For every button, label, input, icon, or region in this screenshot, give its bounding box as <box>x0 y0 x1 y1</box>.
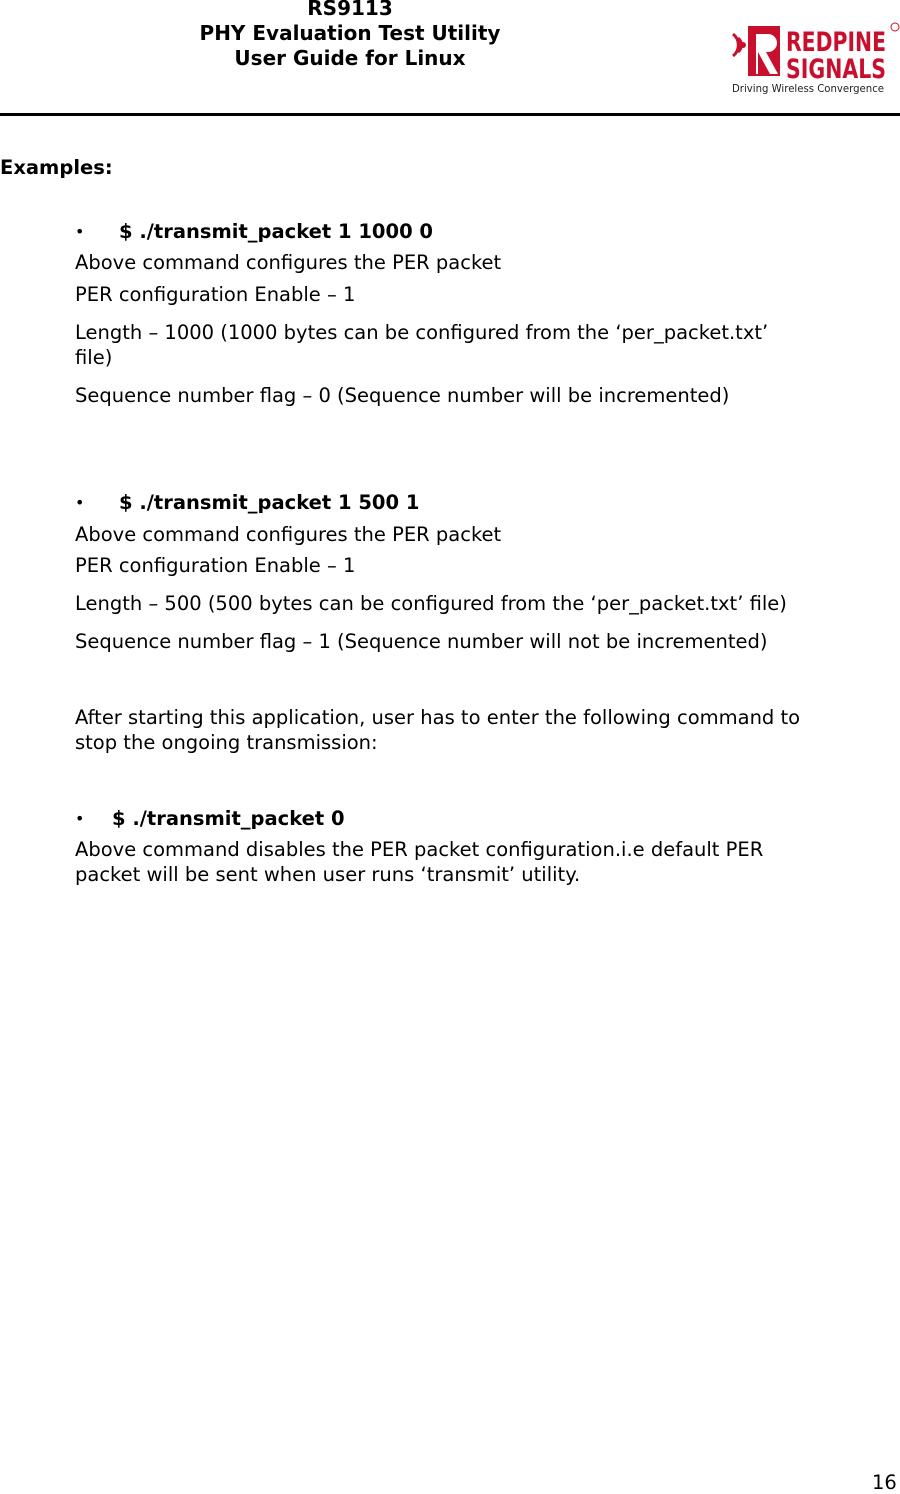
command-2: $ ./transmit_packet 1 500 1 <box>119 491 420 514</box>
text-line: Length – 500 (500 bytes can be configured from the ‘per_packet.txt’ file) <box>75 592 787 615</box>
text-line: stop the ongoing transmission: <box>75 731 378 754</box>
command-3: $ ./transmit_packet 0 <box>112 807 345 830</box>
text-line: Sequence number flag – 0 (Sequence number will be incremented) <box>75 384 730 407</box>
text-line: Above command configures the PER packet <box>75 251 502 274</box>
text-line: Length – 1000 (1000 bytes can be configured from the ‘per_packet.txt’ <box>75 321 769 344</box>
text-line: Sequence number flag – 1 (Sequence number will not be incremented) <box>75 630 768 653</box>
svg-text:Driving Wireless Convergence: Driving Wireless Convergence <box>732 83 884 95</box>
header-title-2: PHY Evaluation Test Utility <box>199 21 501 45</box>
svg-text:SIGNALS: SIGNALS <box>786 54 886 85</box>
section-title: Examples: <box>0 156 113 179</box>
text-line: Above command configures the PER packet <box>75 523 502 546</box>
text-line: PER configuration Enable – 1 <box>75 283 356 306</box>
page-number: 16 <box>872 1471 897 1494</box>
svg-text:REDPINE: REDPINE <box>786 27 886 58</box>
text-line: Above command disables the PER packet configuration.i.e default PER <box>75 838 764 861</box>
command-1: $ ./transmit_packet 1 1000 0 <box>119 220 433 243</box>
header-divider <box>0 113 900 116</box>
text-line: packet will be sent when user runs ‘transmit’ utility. <box>75 863 581 886</box>
text-line: PER configuration Enable – 1 <box>75 554 356 577</box>
redpine-logo <box>730 22 900 97</box>
header-title-3: User Guide for Linux <box>234 46 466 70</box>
bullet-icon: • <box>75 809 85 828</box>
bullet-icon: • <box>75 222 85 241</box>
bullet-icon: • <box>75 493 85 512</box>
header-title-1: RS9113 <box>307 0 393 20</box>
text-line: After starting this application, user has to enter the following command to <box>75 706 801 729</box>
text-line: file) <box>75 346 113 369</box>
